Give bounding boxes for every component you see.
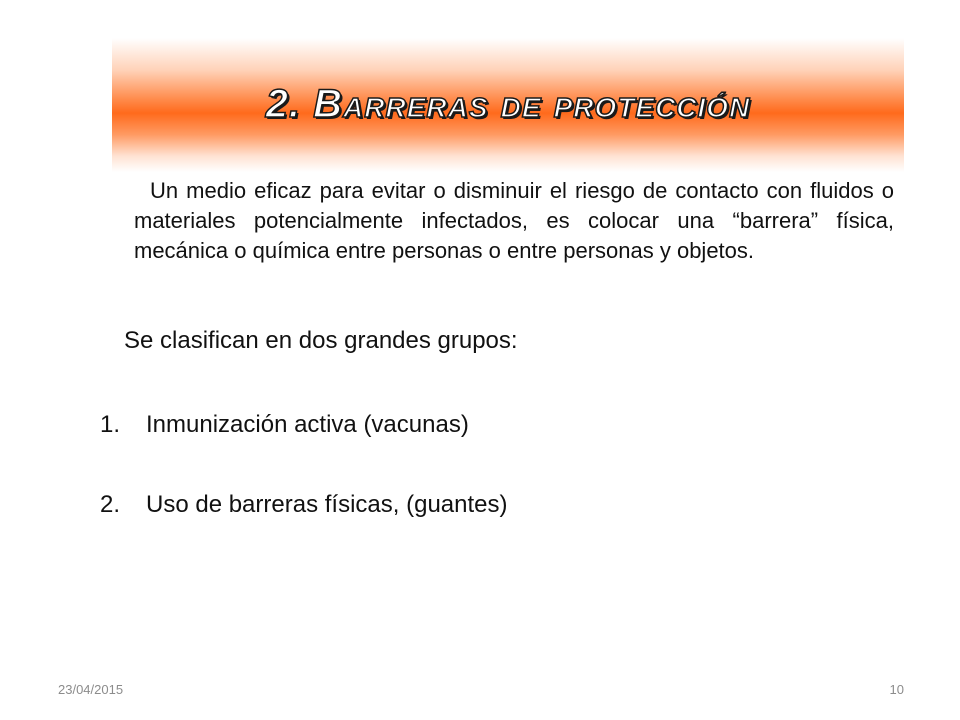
- slide-title: 2. Barreras de protección: [265, 82, 751, 126]
- list-item: [100, 490, 508, 520]
- page-number: 10: [889, 682, 904, 697]
- intro-paragraph: Un medio eficaz para evitar o disminuir el riesgo de contacto con fluidos o materiales potencialmente infectados, es colocar una “barrera” física, mecánica o química entre personas o entre personas y objetos.: [134, 178, 894, 263]
- list-item-number: 2.: [100, 491, 121, 518]
- list-item-number: 1.: [100, 411, 121, 438]
- list-item-text: Inmunización activa (vacunas): [146, 411, 469, 438]
- classification-text: Se clasifican en dos grandes grupos:: [124, 327, 518, 354]
- list-item: [100, 410, 508, 440]
- list-item-text: Uso de barreras físicas, (guantes): [146, 491, 508, 518]
- footer-date: 23/04/2015: [58, 682, 124, 697]
- group-list: [100, 410, 508, 570]
